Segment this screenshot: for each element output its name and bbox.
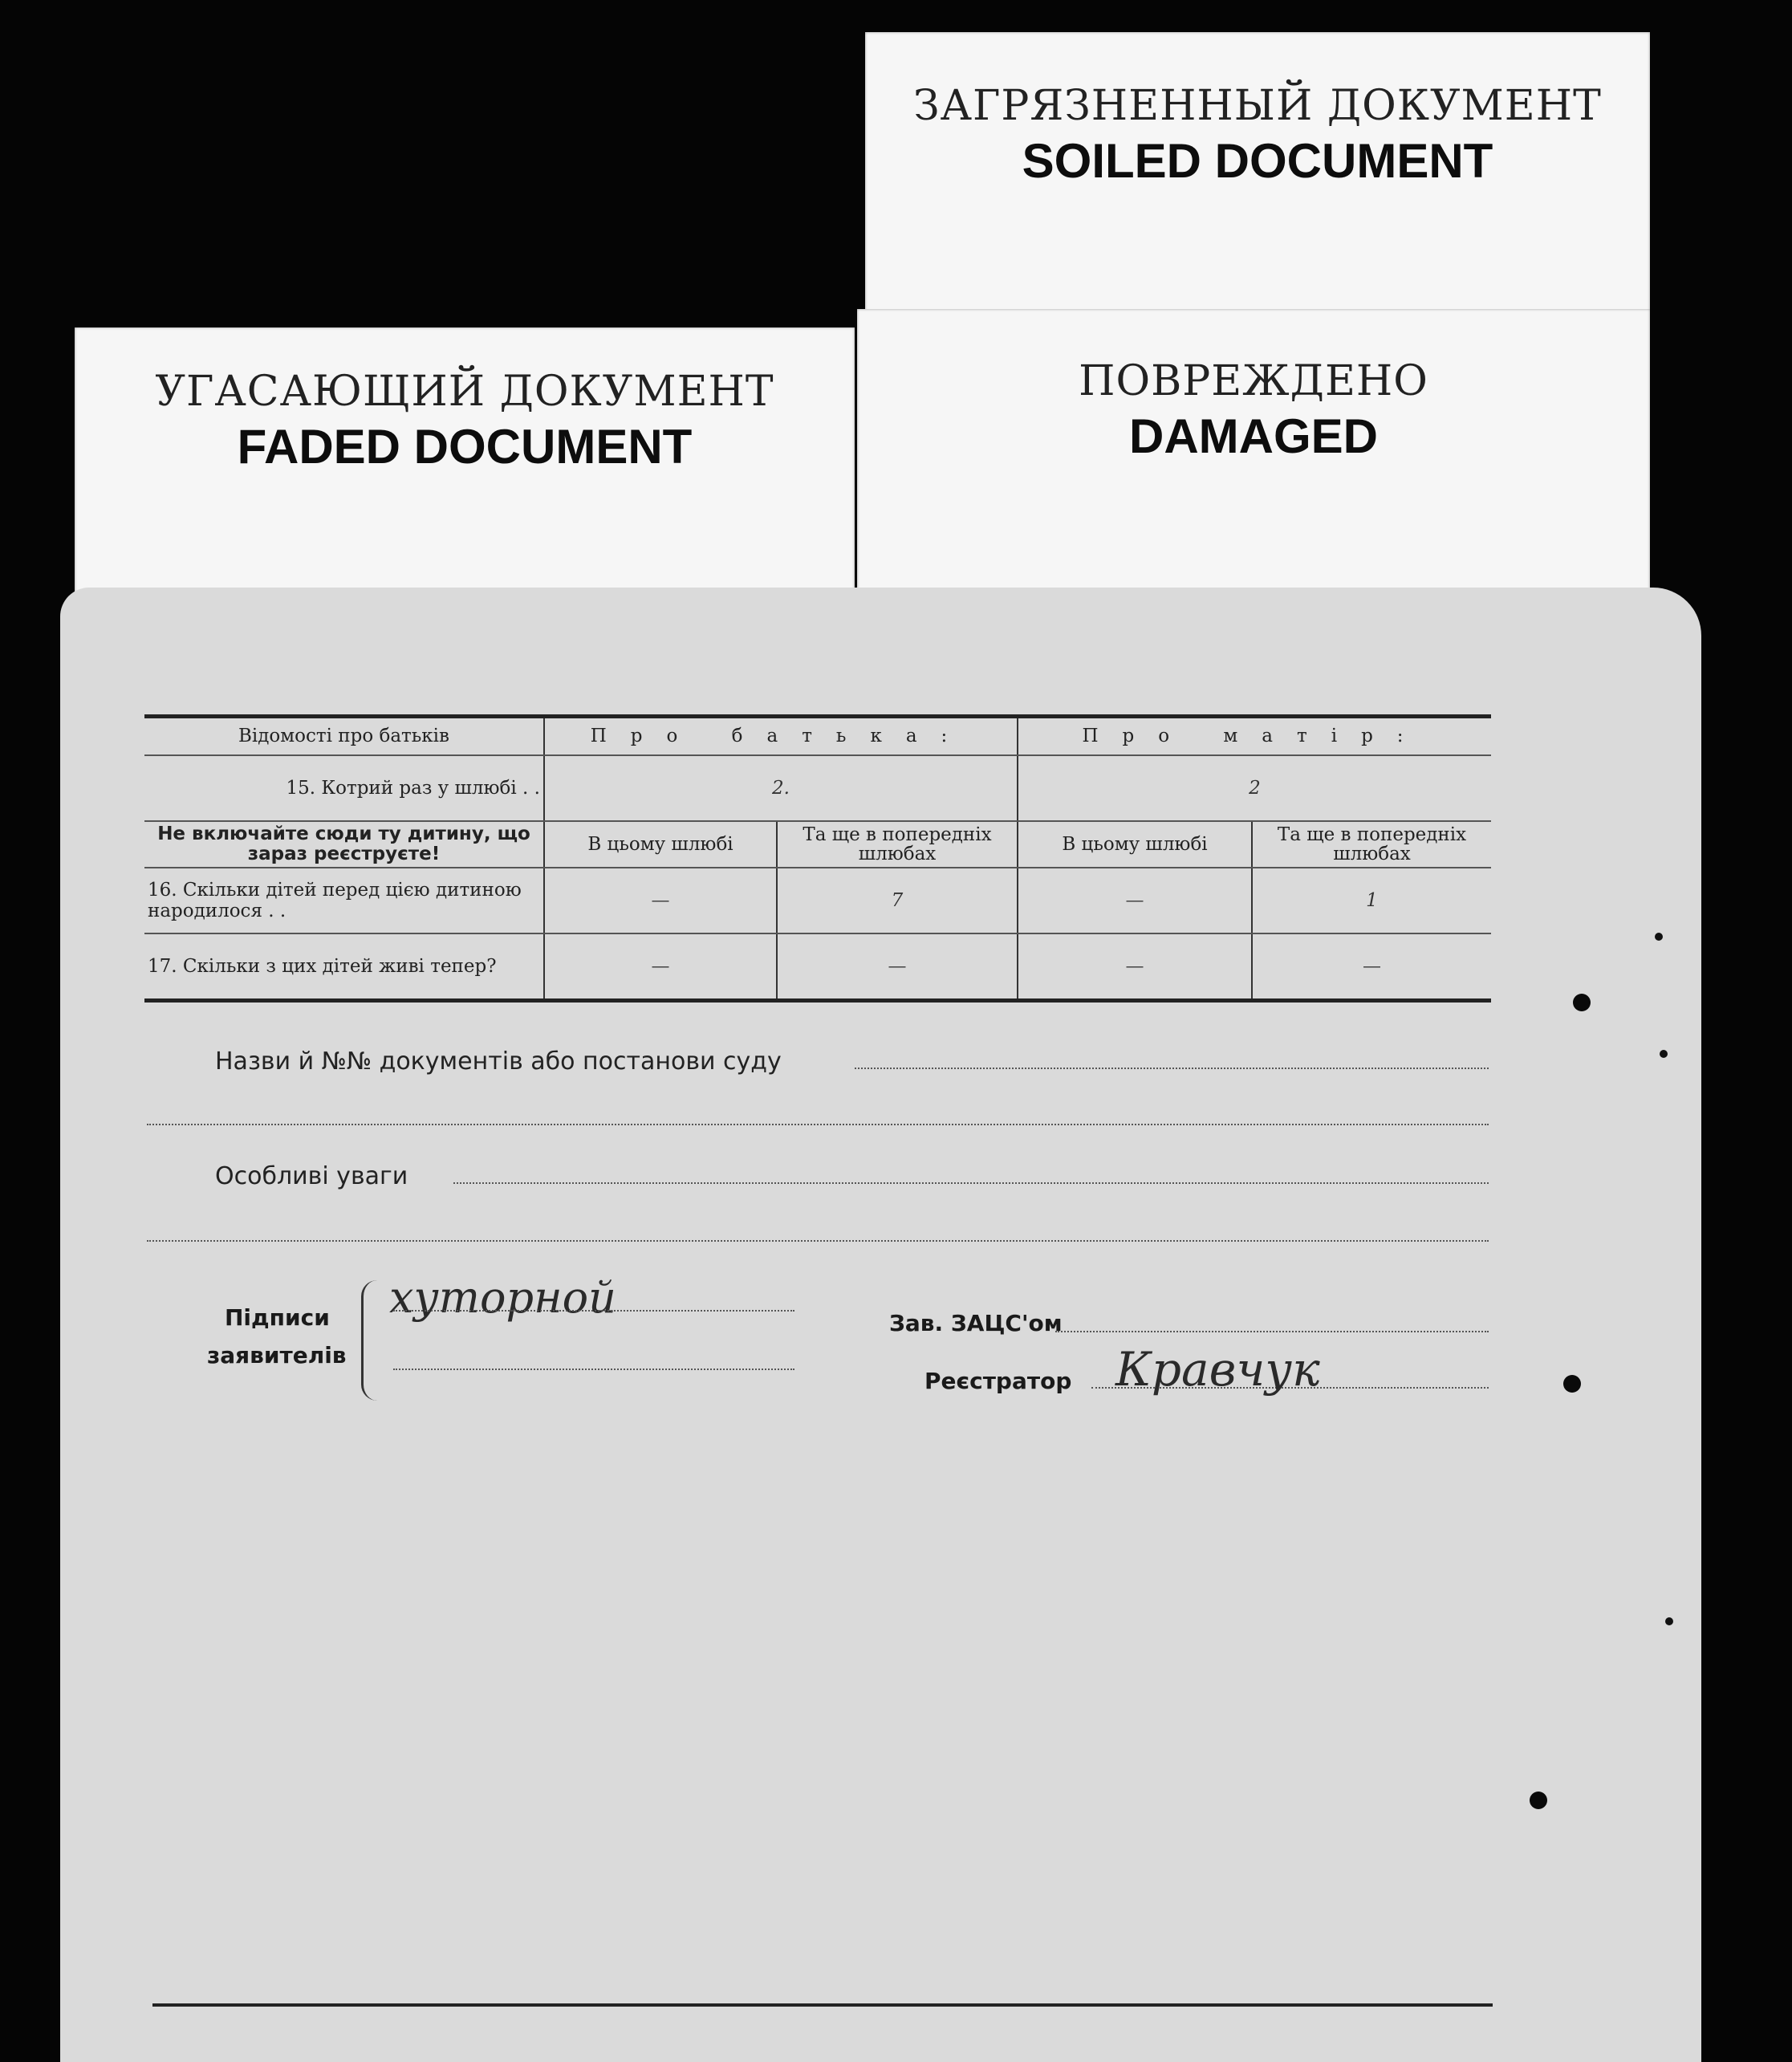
parents-table	[144, 714, 1491, 1003]
faded-label-ru: УГАСАЮЩИЙ ДОКУМЕНТ	[155, 368, 774, 416]
row17-mother-this: —	[1018, 933, 1252, 1001]
registrar-signature: Кравчук	[1115, 1342, 1320, 1397]
subheader-mother-previous: Та ще в попередніх шлюбах	[1252, 821, 1491, 868]
header-mother: Про матір:	[1018, 717, 1491, 755]
remarks-dotted-line-2	[147, 1240, 1489, 1242]
damaged-label-en: DAMAGED	[1129, 409, 1378, 463]
row17-label: 17. Скільки з цих дітей живі тепер?	[144, 933, 544, 1001]
row15-mother-value: 2	[1018, 755, 1491, 821]
subheader-father-previous: Та ще в попередніх шлюбах	[777, 821, 1018, 868]
punch-hole-1	[1573, 994, 1591, 1011]
soiled-label-en: SOILED DOCUMENT	[1022, 134, 1493, 188]
row16-label: 16. Скільки дітей перед цією дитиною народилося . .	[144, 868, 544, 933]
row17-father-previous: —	[777, 933, 1018, 1001]
subheader-note: Не включайте сюди ту дитину, що зараз реєструєте!	[144, 821, 544, 868]
signature-brace	[361, 1280, 380, 1401]
applicants-label: заявителів	[207, 1342, 347, 1369]
row16-father-this: —	[544, 868, 777, 933]
row16-mother-previous: 1	[1252, 868, 1491, 933]
soiled-document-label	[865, 32, 1650, 350]
row16-mother-this: —	[1018, 868, 1252, 933]
damaged-label-ru: ПОВРЕЖДЕНО	[1079, 357, 1428, 405]
applicant-signature: хуторной	[389, 1272, 616, 1323]
documents-dotted-line	[855, 1068, 1489, 1069]
remarks-dotted-line	[453, 1182, 1489, 1184]
edge-mark-3	[1665, 1617, 1673, 1625]
bottom-rule	[152, 2003, 1493, 2007]
edge-mark-2	[1660, 1050, 1668, 1058]
documents-dotted-line-2	[147, 1124, 1489, 1125]
registrar-label: Реєстратор	[924, 1368, 1072, 1394]
row17-mother-previous: —	[1252, 933, 1491, 1001]
faded-document-label	[75, 327, 855, 592]
head-zags-label: Зав. ЗАЦС'ом	[889, 1310, 1063, 1336]
punch-hole-2	[1563, 1375, 1581, 1393]
documents-field-label: Назви й №№ документів або постанови суду	[215, 1047, 782, 1076]
row15-father-value: 2.	[544, 755, 1018, 821]
row16-father-previous: 7	[777, 868, 1018, 933]
header-parents-info: Відомості про батьків	[144, 717, 544, 755]
soiled-label-ru: ЗАГРЯЗНЕННЫЙ ДОКУМЕНТ	[913, 82, 1602, 130]
parents-info-form	[144, 714, 1491, 1003]
damaged-document-label	[857, 309, 1650, 598]
subheader-mother-this: В цьому шлюбі	[1018, 821, 1252, 868]
faded-label-en: FADED DOCUMENT	[237, 420, 693, 474]
applicant-signature-line	[393, 1310, 794, 1312]
subheader-father-this: В цьому шлюбі	[544, 821, 777, 868]
row15-label: 15. Котрий раз у шлюбі . .	[144, 755, 544, 821]
signatures-label: Підписи	[225, 1304, 330, 1331]
row17-father-this: —	[544, 933, 777, 1001]
punch-hole-3	[1530, 1792, 1547, 1809]
header-father: Про батька:	[544, 717, 1018, 755]
remarks-field-label: Особливі уваги	[215, 1162, 408, 1190]
head-zags-line	[1055, 1331, 1489, 1332]
applicant-signature-line-2	[393, 1369, 794, 1370]
edge-mark-1	[1655, 933, 1663, 941]
